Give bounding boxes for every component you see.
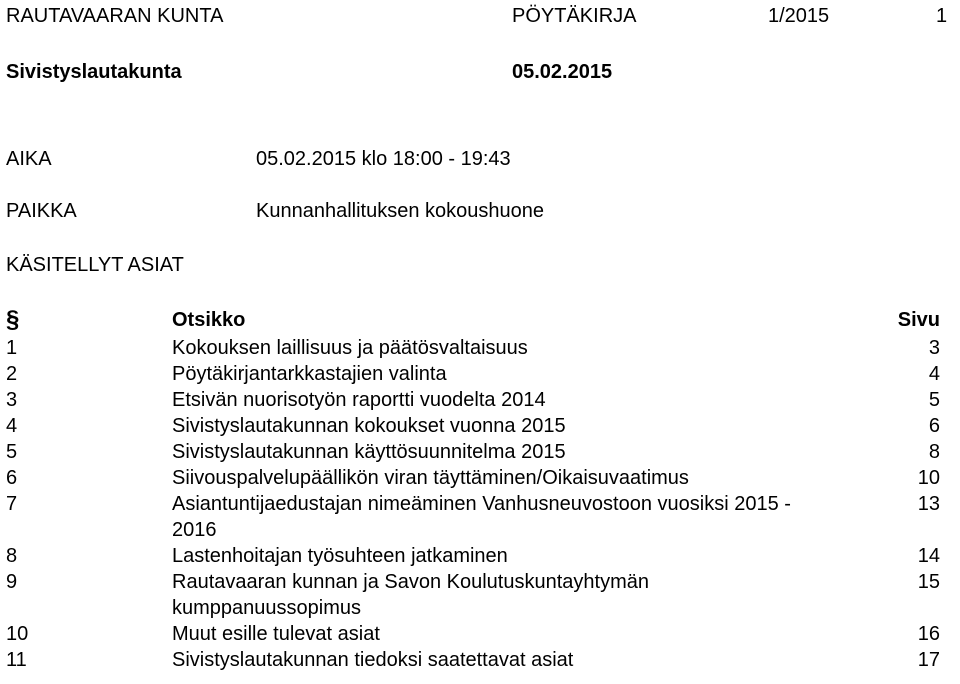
agenda-table [0,305,940,673]
item-title: Asiantuntijaedustajan nimeäminen Vanhusneuvostoon vuosiksi 2015 - 2016 [172,493,791,541]
item-title: Sivistyslautakunnan kokoukset vuonna 2015 [172,415,566,437]
item-title: Etsivän nuorisotyön raportti vuodelta 2014 [172,389,546,411]
table-row [0,439,940,465]
section-symbol: § [6,306,20,333]
item-title: Siivouspalvelupäällikön viran täyttäminen/Oikaisuvaatimus [172,467,689,489]
item-page: 16 [917,623,940,645]
table-row [0,621,940,647]
column-page-header: Sivu [897,309,940,331]
table-row [0,569,940,621]
place-label: PAIKKA [6,200,77,222]
document-type: PÖYTÄKIRJA [512,5,637,27]
item-number: 9 [6,571,18,593]
section-heading: KÄSITELLYT ASIAT [6,254,184,276]
item-number: 1 [6,337,18,359]
time-label: AIKA [6,148,52,170]
meeting-date: 05.02.2015 [512,61,613,83]
page-number: 1 [936,5,948,27]
item-page: 14 [917,545,940,567]
place-value: Kunnanhallituksen kokoushuone [256,200,544,222]
item-page: 10 [917,467,940,489]
item-title: Rautavaaran kunnan ja Savon Koulutuskuntayhtymän kumppanuussopimus [172,571,649,619]
item-number: 7 [6,493,18,515]
table-row [0,361,940,387]
item-number: 10 [6,623,29,645]
table-row [0,413,940,439]
table-row [0,387,940,413]
item-page: 15 [917,571,940,593]
item-title: Lastenhoitajan työsuhteen jatkaminen [172,545,508,567]
item-page: 5 [928,389,940,411]
table-row [0,465,940,491]
table-row [0,543,940,569]
column-title-header: Otsikko [172,309,246,331]
item-page: 6 [928,415,940,437]
item-page: 3 [928,337,940,359]
board-name: Sivistyslautakunta [6,61,182,83]
item-title: Sivistyslautakunnan käyttösuunnitelma 2015 [172,441,566,463]
item-number: 5 [6,441,18,463]
item-number: 4 [6,415,18,437]
item-title: Pöytäkirjantarkkastajien valinta [172,363,447,385]
item-title: Kokouksen laillisuus ja päätösvaltaisuus [172,337,528,359]
agenda-header-row [0,305,940,335]
item-page: 17 [917,649,940,671]
municipality-name: RAUTAVAARAN KUNTA [6,5,224,27]
time-value: 05.02.2015 klo 18:00 - 19:43 [256,148,511,170]
item-number: 3 [6,389,18,411]
item-number: 8 [6,545,18,567]
document-number: 1/2015 [768,5,830,27]
item-number: 6 [6,467,18,489]
table-row [0,491,940,543]
item-page: 13 [917,493,940,515]
table-row [0,647,940,673]
item-page: 4 [928,363,940,385]
agenda-rows [0,335,940,673]
item-number: 11 [6,649,27,671]
item-title: Sivistyslautakunnan tiedoksi saatettavat asiat [172,649,574,671]
item-title: Muut esille tulevat asiat [172,623,380,645]
item-page: 8 [928,441,940,463]
table-row [0,335,940,361]
item-number: 2 [6,363,18,385]
